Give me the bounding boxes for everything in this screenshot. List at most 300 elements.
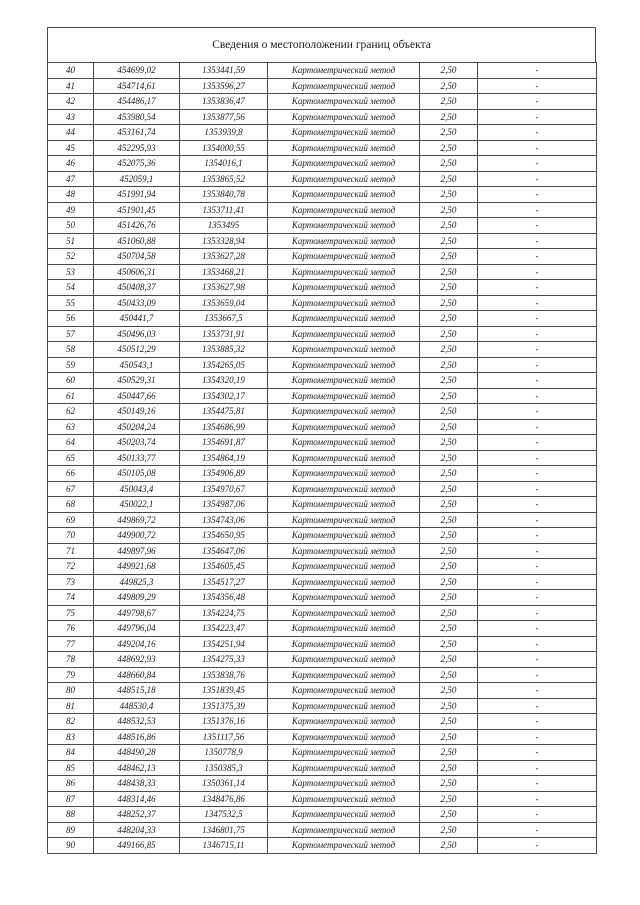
cell-accuracy: 2,50 <box>420 621 478 637</box>
cell-y-coordinate: 1353627,28 <box>180 249 268 265</box>
cell-description: - <box>478 745 597 761</box>
cell-accuracy: 2,50 <box>420 590 478 606</box>
cell-method: Картометрический метод <box>268 590 420 606</box>
cell-accuracy: 2,50 <box>420 574 478 590</box>
cell-y-coordinate: 1353731,91 <box>180 326 268 342</box>
cell-description: - <box>478 311 597 327</box>
cell-y-coordinate: 1353885,32 <box>180 342 268 358</box>
cell-point-number: 48 <box>48 187 94 203</box>
cell-accuracy: 2,50 <box>420 667 478 683</box>
cell-x-coordinate: 450149,16 <box>94 404 180 420</box>
cell-method: Картометрический метод <box>268 233 420 249</box>
cell-accuracy: 2,50 <box>420 605 478 621</box>
table-row <box>48 559 597 575</box>
cell-y-coordinate: 1354302,17 <box>180 388 268 404</box>
cell-point-number: 82 <box>48 714 94 730</box>
cell-method: Картометрический метод <box>268 497 420 513</box>
table-row <box>48 729 597 745</box>
cell-description: - <box>478 295 597 311</box>
cell-y-coordinate: 1353877,56 <box>180 109 268 125</box>
cell-x-coordinate: 449897,96 <box>94 543 180 559</box>
cell-point-number: 46 <box>48 156 94 172</box>
cell-y-coordinate: 1346715,11 <box>180 838 268 854</box>
cell-y-coordinate: 1354224,75 <box>180 605 268 621</box>
table-row <box>48 78 597 94</box>
cell-description: - <box>478 621 597 637</box>
cell-accuracy: 2,50 <box>420 295 478 311</box>
cell-description: - <box>478 109 597 125</box>
table-row <box>48 156 597 172</box>
cell-x-coordinate: 449921,68 <box>94 559 180 575</box>
cell-y-coordinate: 1354475,81 <box>180 404 268 420</box>
cell-point-number: 40 <box>48 63 94 79</box>
cell-point-number: 49 <box>48 202 94 218</box>
cell-y-coordinate: 1353627,98 <box>180 280 268 296</box>
cell-description: - <box>478 156 597 172</box>
cell-accuracy: 2,50 <box>420 760 478 776</box>
table-row <box>48 760 597 776</box>
table-row <box>48 605 597 621</box>
cell-y-coordinate: 1354000,55 <box>180 140 268 156</box>
table-row <box>48 745 597 761</box>
cell-x-coordinate: 450441,7 <box>94 311 180 327</box>
cell-method: Картометрический метод <box>268 636 420 652</box>
cell-accuracy: 2,50 <box>420 838 478 854</box>
cell-method: Картометрический метод <box>268 202 420 218</box>
cell-method: Картометрический метод <box>268 450 420 466</box>
table-row <box>48 574 597 590</box>
cell-method: Картометрический метод <box>268 171 420 187</box>
cell-method: Картометрический метод <box>268 559 420 575</box>
cell-y-coordinate: 1353840,78 <box>180 187 268 203</box>
cell-point-number: 63 <box>48 419 94 435</box>
cell-y-coordinate: 1354864,19 <box>180 450 268 466</box>
cell-method: Картометрический метод <box>268 63 420 79</box>
cell-method: Картометрический метод <box>268 621 420 637</box>
cell-point-number: 52 <box>48 249 94 265</box>
cell-description: - <box>478 512 597 528</box>
cell-point-number: 47 <box>48 171 94 187</box>
table-row <box>48 63 597 79</box>
cell-x-coordinate: 454699,02 <box>94 63 180 79</box>
cell-accuracy: 2,50 <box>420 497 478 513</box>
table-row <box>48 543 597 559</box>
cell-accuracy: 2,50 <box>420 714 478 730</box>
cell-accuracy: 2,50 <box>420 435 478 451</box>
table-row <box>48 264 597 280</box>
cell-y-coordinate: 1354251,94 <box>180 636 268 652</box>
table-row <box>48 342 597 358</box>
cell-method: Картометрический метод <box>268 776 420 792</box>
cell-x-coordinate: 451060,88 <box>94 233 180 249</box>
table-row <box>48 512 597 528</box>
cell-method: Картометрический метод <box>268 125 420 141</box>
table-row <box>48 249 597 265</box>
cell-point-number: 41 <box>48 78 94 94</box>
cell-point-number: 86 <box>48 776 94 792</box>
cell-y-coordinate: 1350361,14 <box>180 776 268 792</box>
cell-accuracy: 2,50 <box>420 791 478 807</box>
cell-description: - <box>478 714 597 730</box>
cell-accuracy: 2,50 <box>420 171 478 187</box>
cell-x-coordinate: 454486,17 <box>94 94 180 110</box>
cell-x-coordinate: 450529,31 <box>94 373 180 389</box>
cell-accuracy: 2,50 <box>420 78 478 94</box>
cell-description: - <box>478 636 597 652</box>
cell-point-number: 78 <box>48 652 94 668</box>
table-row <box>48 652 597 668</box>
cell-x-coordinate: 450496,03 <box>94 326 180 342</box>
cell-x-coordinate: 450433,09 <box>94 295 180 311</box>
cell-accuracy: 2,50 <box>420 481 478 497</box>
boundary-points-table <box>47 62 597 854</box>
cell-x-coordinate: 448692,93 <box>94 652 180 668</box>
cell-method: Картометрический метод <box>268 280 420 296</box>
cell-point-number: 73 <box>48 574 94 590</box>
cell-method: Картометрический метод <box>268 481 420 497</box>
table-row <box>48 218 597 234</box>
cell-description: - <box>478 807 597 823</box>
cell-accuracy: 2,50 <box>420 388 478 404</box>
cell-x-coordinate: 448438,33 <box>94 776 180 792</box>
table-row <box>48 187 597 203</box>
cell-x-coordinate: 452059,1 <box>94 171 180 187</box>
cell-description: - <box>478 497 597 513</box>
cell-x-coordinate: 451901,45 <box>94 202 180 218</box>
cell-y-coordinate: 1350385,3 <box>180 760 268 776</box>
cell-method: Картометрический метод <box>268 714 420 730</box>
cell-description: - <box>478 326 597 342</box>
cell-y-coordinate: 1354605,45 <box>180 559 268 575</box>
cell-point-number: 83 <box>48 729 94 745</box>
cell-y-coordinate: 1354016,1 <box>180 156 268 172</box>
cell-method: Картометрический метод <box>268 156 420 172</box>
cell-x-coordinate: 450512,29 <box>94 342 180 358</box>
cell-x-coordinate: 448515,18 <box>94 683 180 699</box>
cell-method: Картометрический метод <box>268 838 420 854</box>
cell-description: - <box>478 791 597 807</box>
cell-description: - <box>478 233 597 249</box>
table-row <box>48 822 597 838</box>
table-row <box>48 295 597 311</box>
table-row <box>48 714 597 730</box>
cell-point-number: 62 <box>48 404 94 420</box>
cell-method: Картометрический метод <box>268 295 420 311</box>
cell-y-coordinate: 1346801,75 <box>180 822 268 838</box>
cell-y-coordinate: 1353596,27 <box>180 78 268 94</box>
cell-y-coordinate: 1354650,95 <box>180 528 268 544</box>
cell-method: Картометрический метод <box>268 311 420 327</box>
cell-point-number: 75 <box>48 605 94 621</box>
cell-accuracy: 2,50 <box>420 357 478 373</box>
cell-x-coordinate: 450204,24 <box>94 419 180 435</box>
cell-x-coordinate: 448314,46 <box>94 791 180 807</box>
cell-y-coordinate: 1354265,05 <box>180 357 268 373</box>
cell-point-number: 89 <box>48 822 94 838</box>
cell-point-number: 85 <box>48 760 94 776</box>
cell-y-coordinate: 1354987,06 <box>180 497 268 513</box>
cell-point-number: 77 <box>48 636 94 652</box>
cell-method: Картометрический метод <box>268 109 420 125</box>
cell-y-coordinate: 1354686,99 <box>180 419 268 435</box>
cell-y-coordinate: 1354970,67 <box>180 481 268 497</box>
cell-x-coordinate: 450704,58 <box>94 249 180 265</box>
cell-x-coordinate: 448532,53 <box>94 714 180 730</box>
table-row <box>48 357 597 373</box>
cell-accuracy: 2,50 <box>420 264 478 280</box>
cell-x-coordinate: 452295,93 <box>94 140 180 156</box>
cell-x-coordinate: 449825,3 <box>94 574 180 590</box>
cell-method: Картометрический метод <box>268 218 420 234</box>
table-row <box>48 807 597 823</box>
cell-accuracy: 2,50 <box>420 729 478 745</box>
cell-accuracy: 2,50 <box>420 94 478 110</box>
cell-y-coordinate: 1354743,06 <box>180 512 268 528</box>
cell-point-number: 64 <box>48 435 94 451</box>
cell-y-coordinate: 1351376,16 <box>180 714 268 730</box>
cell-accuracy: 2,50 <box>420 311 478 327</box>
cell-accuracy: 2,50 <box>420 140 478 156</box>
cell-x-coordinate: 450543,1 <box>94 357 180 373</box>
cell-description: - <box>478 218 597 234</box>
cell-accuracy: 2,50 <box>420 63 478 79</box>
cell-description: - <box>478 357 597 373</box>
cell-point-number: 66 <box>48 466 94 482</box>
cell-description: - <box>478 698 597 714</box>
cell-y-coordinate: 1350778,9 <box>180 745 268 761</box>
cell-point-number: 55 <box>48 295 94 311</box>
cell-accuracy: 2,50 <box>420 807 478 823</box>
cell-x-coordinate: 448660,84 <box>94 667 180 683</box>
cell-x-coordinate: 449900,72 <box>94 528 180 544</box>
cell-x-coordinate: 452075,36 <box>94 156 180 172</box>
cell-accuracy: 2,50 <box>420 698 478 714</box>
cell-description: - <box>478 187 597 203</box>
cell-x-coordinate: 453161,74 <box>94 125 180 141</box>
cell-y-coordinate: 1351117,56 <box>180 729 268 745</box>
cell-point-number: 50 <box>48 218 94 234</box>
cell-x-coordinate: 449796,04 <box>94 621 180 637</box>
cell-description: - <box>478 280 597 296</box>
cell-description: - <box>478 528 597 544</box>
cell-point-number: 65 <box>48 450 94 466</box>
table-row <box>48 280 597 296</box>
cell-method: Картометрический метод <box>268 528 420 544</box>
cell-description: - <box>478 667 597 683</box>
cell-description: - <box>478 342 597 358</box>
cell-point-number: 59 <box>48 357 94 373</box>
cell-y-coordinate: 1351375,39 <box>180 698 268 714</box>
cell-point-number: 79 <box>48 667 94 683</box>
cell-method: Картометрический метод <box>268 667 420 683</box>
cell-method: Картометрический метод <box>268 435 420 451</box>
cell-x-coordinate: 448252,37 <box>94 807 180 823</box>
cell-point-number: 53 <box>48 264 94 280</box>
cell-point-number: 42 <box>48 94 94 110</box>
cell-description: - <box>478 140 597 156</box>
cell-description: - <box>478 466 597 482</box>
cell-description: - <box>478 574 597 590</box>
cell-x-coordinate: 450606,31 <box>94 264 180 280</box>
cell-point-number: 88 <box>48 807 94 823</box>
cell-description: - <box>478 249 597 265</box>
cell-x-coordinate: 450408,37 <box>94 280 180 296</box>
cell-point-number: 67 <box>48 481 94 497</box>
cell-y-coordinate: 1353838,76 <box>180 667 268 683</box>
cell-description: - <box>478 435 597 451</box>
cell-y-coordinate: 1353939,8 <box>180 125 268 141</box>
cell-point-number: 80 <box>48 683 94 699</box>
cell-point-number: 68 <box>48 497 94 513</box>
cell-y-coordinate: 1354906,89 <box>180 466 268 482</box>
table-row <box>48 838 597 854</box>
cell-y-coordinate: 1354356,48 <box>180 590 268 606</box>
cell-method: Картометрический метод <box>268 373 420 389</box>
cell-description: - <box>478 94 597 110</box>
cell-y-coordinate: 1354275,33 <box>180 652 268 668</box>
cell-y-coordinate: 1354320,19 <box>180 373 268 389</box>
cell-method: Картометрический метод <box>268 683 420 699</box>
table-body <box>48 63 597 854</box>
cell-accuracy: 2,50 <box>420 512 478 528</box>
cell-x-coordinate: 449204,16 <box>94 636 180 652</box>
cell-x-coordinate: 448204,33 <box>94 822 180 838</box>
cell-accuracy: 2,50 <box>420 776 478 792</box>
cell-y-coordinate: 1351839,45 <box>180 683 268 699</box>
cell-x-coordinate: 454714,61 <box>94 78 180 94</box>
cell-description: - <box>478 419 597 435</box>
cell-y-coordinate: 1353468,21 <box>180 264 268 280</box>
cell-method: Картометрический метод <box>268 78 420 94</box>
cell-method: Картометрический метод <box>268 357 420 373</box>
cell-x-coordinate: 449869,72 <box>94 512 180 528</box>
cell-point-number: 58 <box>48 342 94 358</box>
cell-x-coordinate: 448490,28 <box>94 745 180 761</box>
table-row <box>48 481 597 497</box>
cell-point-number: 76 <box>48 621 94 637</box>
table-row <box>48 125 597 141</box>
cell-accuracy: 2,50 <box>420 326 478 342</box>
cell-method: Картометрический метод <box>268 791 420 807</box>
cell-description: - <box>478 760 597 776</box>
table-row <box>48 202 597 218</box>
cell-description: - <box>478 729 597 745</box>
cell-accuracy: 2,50 <box>420 187 478 203</box>
cell-method: Картометрический метод <box>268 822 420 838</box>
cell-description: - <box>478 450 597 466</box>
cell-x-coordinate: 450022,1 <box>94 497 180 513</box>
table-row <box>48 435 597 451</box>
table-row <box>48 140 597 156</box>
cell-y-coordinate: 1347532,5 <box>180 807 268 823</box>
cell-description: - <box>478 559 597 575</box>
cell-description: - <box>478 822 597 838</box>
cell-method: Картометрический метод <box>268 94 420 110</box>
cell-method: Картометрический метод <box>268 264 420 280</box>
cell-description: - <box>478 590 597 606</box>
cell-x-coordinate: 450133,77 <box>94 450 180 466</box>
cell-accuracy: 2,50 <box>420 156 478 172</box>
cell-x-coordinate: 451991,94 <box>94 187 180 203</box>
cell-method: Картометрический метод <box>268 729 420 745</box>
cell-point-number: 45 <box>48 140 94 156</box>
cell-accuracy: 2,50 <box>420 218 478 234</box>
cell-description: - <box>478 171 597 187</box>
cell-accuracy: 2,50 <box>420 683 478 699</box>
cell-description: - <box>478 776 597 792</box>
cell-accuracy: 2,50 <box>420 233 478 249</box>
cell-method: Картометрический метод <box>268 404 420 420</box>
cell-point-number: 87 <box>48 791 94 807</box>
cell-y-coordinate: 1353711,41 <box>180 202 268 218</box>
cell-description: - <box>478 481 597 497</box>
cell-x-coordinate: 450105,08 <box>94 466 180 482</box>
cell-method: Картометрический метод <box>268 326 420 342</box>
cell-point-number: 81 <box>48 698 94 714</box>
cell-method: Картометрический метод <box>268 543 420 559</box>
table-row <box>48 497 597 513</box>
cell-x-coordinate: 450043,4 <box>94 481 180 497</box>
table-row <box>48 528 597 544</box>
cell-method: Картометрический метод <box>268 187 420 203</box>
cell-point-number: 60 <box>48 373 94 389</box>
cell-accuracy: 2,50 <box>420 543 478 559</box>
cell-y-coordinate: 1353836,47 <box>180 94 268 110</box>
cell-y-coordinate: 1354517,27 <box>180 574 268 590</box>
cell-method: Картометрический метод <box>268 574 420 590</box>
cell-x-coordinate: 448516,86 <box>94 729 180 745</box>
cell-point-number: 44 <box>48 125 94 141</box>
cell-description: - <box>478 202 597 218</box>
table-row <box>48 94 597 110</box>
cell-method: Картометрический метод <box>268 388 420 404</box>
cell-point-number: 71 <box>48 543 94 559</box>
table-row <box>48 311 597 327</box>
cell-y-coordinate: 1354691,87 <box>180 435 268 451</box>
cell-accuracy: 2,50 <box>420 249 478 265</box>
cell-y-coordinate: 1354223,47 <box>180 621 268 637</box>
document-page <box>47 27 596 854</box>
cell-method: Картометрический метод <box>268 419 420 435</box>
cell-point-number: 57 <box>48 326 94 342</box>
cell-point-number: 74 <box>48 590 94 606</box>
cell-method: Картометрический метод <box>268 466 420 482</box>
cell-accuracy: 2,50 <box>420 745 478 761</box>
cell-y-coordinate: 1353659,04 <box>180 295 268 311</box>
cell-x-coordinate: 449809,29 <box>94 590 180 606</box>
table-row <box>48 776 597 792</box>
table-row <box>48 791 597 807</box>
cell-y-coordinate: 1353441,59 <box>180 63 268 79</box>
cell-point-number: 51 <box>48 233 94 249</box>
cell-point-number: 54 <box>48 280 94 296</box>
table-row <box>48 683 597 699</box>
table-row <box>48 419 597 435</box>
cell-accuracy: 2,50 <box>420 559 478 575</box>
cell-point-number: 61 <box>48 388 94 404</box>
cell-method: Картометрический метод <box>268 652 420 668</box>
cell-method: Картометрический метод <box>268 760 420 776</box>
table-row <box>48 171 597 187</box>
table-row <box>48 590 597 606</box>
table-row <box>48 404 597 420</box>
table-row <box>48 326 597 342</box>
cell-accuracy: 2,50 <box>420 280 478 296</box>
cell-x-coordinate: 448530,4 <box>94 698 180 714</box>
table-row <box>48 667 597 683</box>
cell-method: Картометрический метод <box>268 140 420 156</box>
cell-x-coordinate: 453980,54 <box>94 109 180 125</box>
